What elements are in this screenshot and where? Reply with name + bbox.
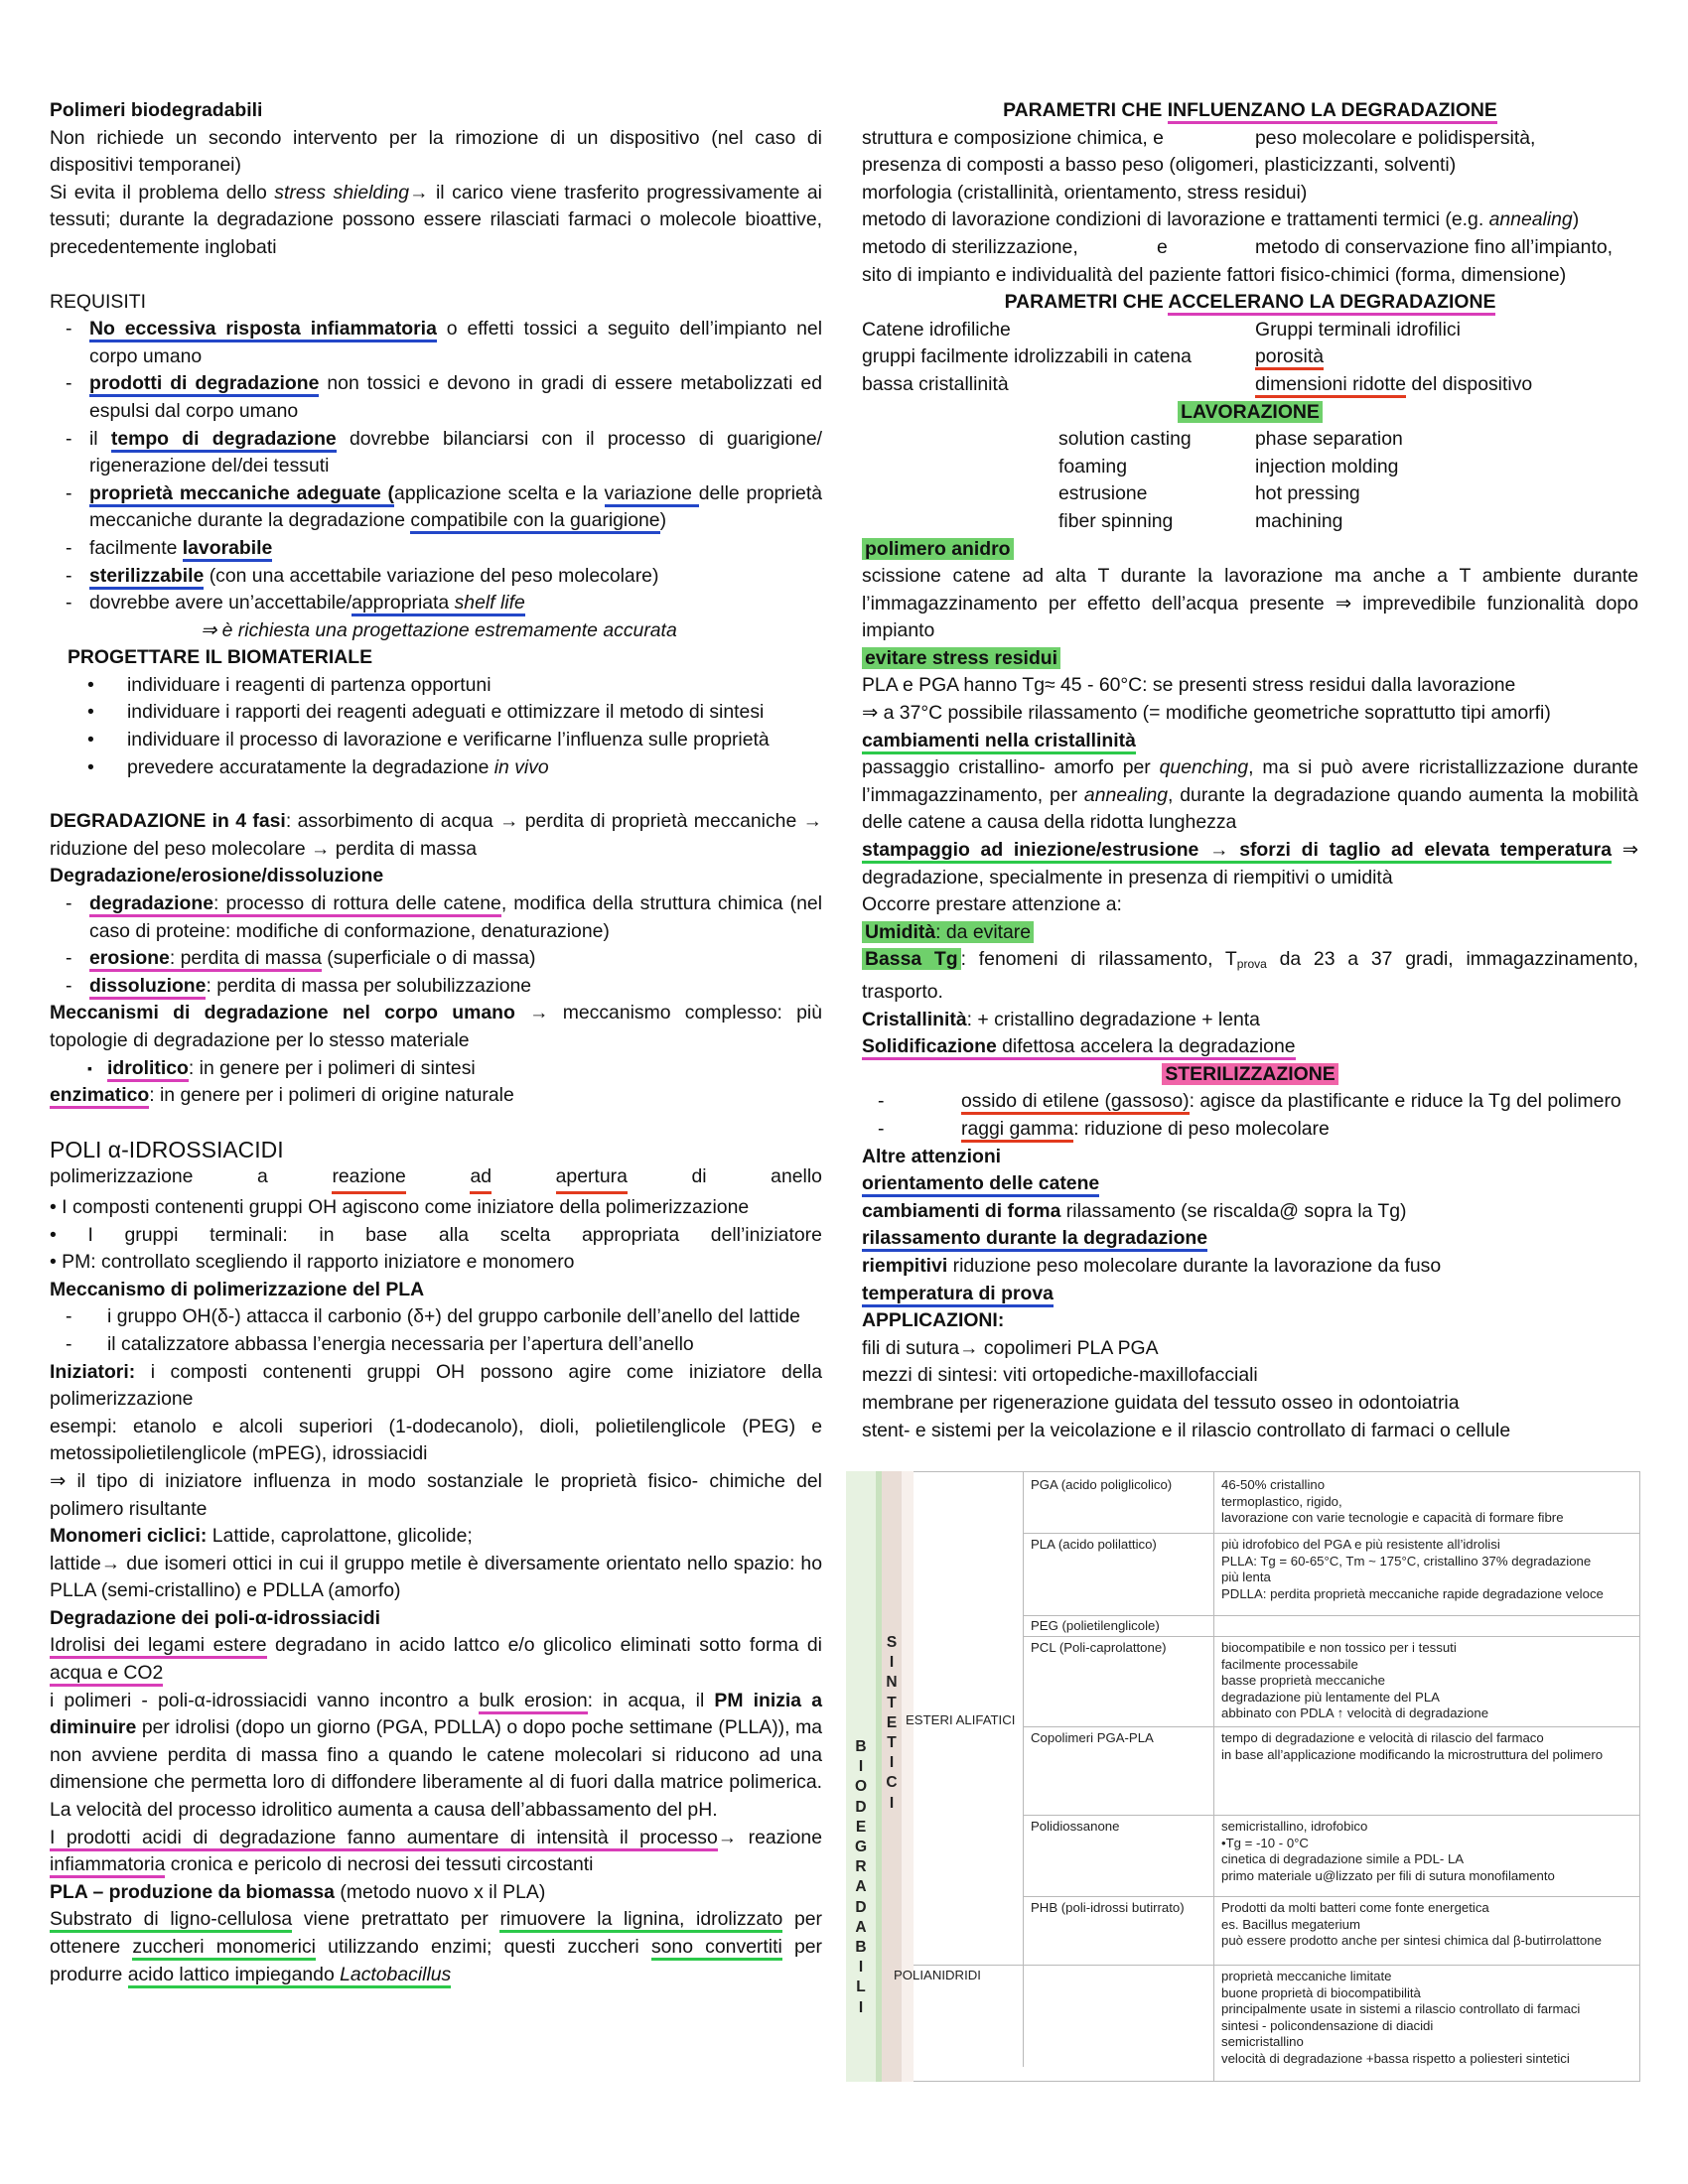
subheading: polimero anidro [862, 536, 1638, 564]
list-item: - dissoluzione: perdita di massa per solubilizzazione [50, 973, 822, 1001]
list-item: fili di sutura→ copolimeri PLA PGA [862, 1336, 1159, 1359]
paragraph: Meccanismi di degradazione nel corpo umano → meccanismo complesso: più topologie di degradazione per lo stesso materiale [50, 1002, 822, 1051]
section-title: LAVORAZIONE [862, 399, 1638, 427]
table-text-line: T [887, 1694, 897, 1711]
paragraph: Substrato di ligno-cellulosa viene pretrattato per rimuovere la lignina, idrolizzato per ottenere zuccheri monomerici utilizzando enzimi; questi zuccheri sono convertiti per produrre acido lattico impiegando Lactobacillus [50, 1906, 822, 1988]
table-text-line: I [889, 1794, 895, 1812]
table-cell-name: PHB (poli-idrossi butirrato) [1031, 1900, 1185, 1915]
paragraph: scissione catene ad alta T durante la lavorazione ma anche a T ambiente durante l’immagazzinamento per effetto dell’acqua presente ⇒ imprevedibile funzionalità dopo impianto [862, 565, 1638, 642]
table-text-line: R [855, 1858, 867, 1876]
list-item: - erosione: perdita di massa (superficiale o di massa) [50, 945, 822, 973]
table-text-line: •Tg = -10 - 0°C [1221, 1835, 1309, 1850]
paragraph: i polimeri - poli-α-idrossiacidi vanno incontro a bulk erosion: in acqua, il PM inizia a diminuire per idrolisi (dopo un giorno (PGA, PDLLA) o dopo poche settimane (PLLA)), ma non avviene perdita di massa fino a quando le catene molecolari si riducono ad una dimensione che permetta loro di diffondere liberamente al di fuori dalla matrice polimerica. La velocità del processo idrolitico aumenta a causa dell’abbassamento del pH. [50, 1689, 822, 1822]
table-text-line: es. Bacillus megaterium [1221, 1916, 1360, 1932]
list-item: - prodotti di degradazione non tossici e devono in gradi di essere metabolizzati ed espulsi dal corpo umano [50, 370, 822, 425]
paragraph: morfologia (cristallinità, orientamento, stress residui) [862, 181, 1308, 204]
subheading: cambiamenti nella cristallinità [862, 728, 1638, 755]
table-text-line: L [856, 1979, 866, 1996]
table-group-label: ESTERI ALIFATICI [906, 1712, 1016, 1727]
table-text-line: principalmente usate in sistemi a rilascio controllato di farmaci [1221, 2001, 1581, 2017]
table-text-line: G [854, 1839, 868, 1856]
pla-list [50, 1303, 822, 1358]
table-text-line: PDLLA: perdita proprietà meccaniche rapide degradazione veloce [1221, 1585, 1604, 1601]
table-text-line: abbinato con PDLA ↑ velocità di degradazione [1221, 1706, 1489, 1721]
list-item: stent- e sistemi per la veicolazione e il rilascio controllato di farmaci o cellule [862, 1419, 1511, 1441]
table-text-line: A [855, 1878, 867, 1896]
list-item: Catene idrofiliche Gruppi terminali idrofilici [862, 318, 1461, 341]
subheading: APPLICAZIONI: [862, 1309, 1005, 1332]
list-item: ▪ idrolitico: in genere per i polimeri di sintesi [50, 1055, 822, 1083]
paragraph: Solidificazione difettosa accelera la degradazione [862, 1033, 1638, 1061]
table-text-line: semicristallino [1221, 2034, 1304, 2050]
table-text-line: sintesi - policondensazione di diacidi [1221, 2017, 1434, 2033]
list-item: temperatura di prova [862, 1281, 1638, 1308]
table-text-line: degradazione più lentamente del PLA [1221, 1689, 1440, 1705]
table-cell-desc [1221, 1900, 1636, 1950]
list-item: - proprietà meccaniche adeguate (applicazione scelta e la variazione delle proprietà meccaniche durante la degradazione compatibile con la guarigione) [50, 480, 822, 535]
section-title: REQUISITI [50, 290, 146, 313]
table-text-line: N [886, 1674, 898, 1692]
table-text-line: B [855, 1939, 867, 1957]
paragraph: DEGRADAZIONE in 4 fasi: assorbimento di acqua → perdita di proprietà meccaniche → riduzione del peso molecolare → perdita di massa [50, 810, 823, 860]
section-title: PARAMETRI CHE INFLUENZANO LA DEGRADAZIONE [862, 97, 1638, 125]
table-text-line: T [887, 1734, 897, 1752]
list-item: fiber spinning machining [1058, 509, 1343, 532]
paragraph: Bassa Tg : fenomeni di rilassamento, $T_{prova}$ da 23 a 37 gradi, immagazzinamento, trasporto. [862, 948, 1638, 1003]
table-text-line: I [889, 1754, 895, 1772]
table-text-line: I [858, 1959, 864, 1977]
subheading: Degradazione dei poli-α-idrossiacidi [50, 1606, 381, 1629]
table-text-line: velocità di degradazione +bassa rispetto a poliesteri sintetici [1221, 2050, 1570, 2066]
table-text-line: I [858, 1998, 864, 2016]
section-title: PROGETTARE IL BIOMATERIALE [68, 646, 373, 669]
table-text-line: S [886, 1634, 898, 1651]
list-item: • prevedere accuratamente la degradazione in vivo [50, 754, 822, 782]
table-text-line: può essere prodotto anche per sintesi chimica dal β-butirrolattone [1221, 1933, 1602, 1949]
paragraph: sito di impianto e individualità del paziente fattori fisico-chimici (forma, dimensione) [862, 263, 1567, 286]
section-title: PARAMETRI CHE ACCELERANO LA DEGRADAZIONE [862, 289, 1638, 317]
list-item: - sterilizzabile (con una accettabile variazione del peso molecolare) [50, 563, 822, 591]
table-text-line: D [855, 1898, 867, 1916]
table-text-line: D [855, 1798, 867, 1816]
paragraph: PLA e PGA hanno Tg≈ 45 - 60°C: se presenti stress residui dalla lavorazione [862, 674, 1516, 697]
table-text-line: E [855, 1818, 867, 1836]
paragraph: PLA – produzione da biomassa (metodo nuovo x il PLA) [50, 1880, 546, 1903]
paragraph: • I gruppi terminali: in base alla scelta appropriata dell’iniziatore [50, 1223, 822, 1246]
paragraph: Cristallinità: + cristallino degradazione + lenta [862, 1008, 1260, 1030]
paragraph: • PM: controllato scegliendo il rapporto iniziatore e monomero [50, 1251, 575, 1274]
table-text-line: semicristallino, idrofobico [1221, 1819, 1368, 1834]
section-title: POLI α-IDROSSIACIDI [50, 1136, 284, 1162]
paragraph: Non richiede un secondo intervento per la rimozione di un dispositivo (nel caso di dispositivi temporanei) [50, 126, 822, 177]
biodegradabili-vertical-label [854, 1737, 868, 2018]
table-text-line: A [855, 1918, 867, 1936]
paragraph: • I composti contenenti gruppi OH agiscono come iniziatore della polimerizzazione [50, 1195, 750, 1218]
paragraph: presenza di composti a basso peso (oligomeri, plasticizzanti, solventi) [862, 154, 1457, 177]
table-cell-desc [1221, 1819, 1636, 1884]
list-item: mezzi di sintesi: viti ortopediche-maxillofacciali [862, 1364, 1258, 1387]
table-cell-desc [1221, 1640, 1636, 1722]
table-text-line: I [889, 1654, 895, 1672]
paragraph: stampaggio ad iniezione/estrusione → sforzi di taglio ad elevata temperatura ⇒ degradazione, specialmente in presenza di riempitivi o umidità [862, 839, 1638, 888]
table-text-line: cinetica di degradazione simile a PDL- LA [1221, 1851, 1465, 1867]
table-cell-desc [1221, 1537, 1636, 1602]
table-text-line: lavorazione con varie tecnologie e capacità di formare fibre [1221, 1510, 1564, 1526]
list-item: estrusione hot pressing [1058, 482, 1360, 505]
requirements-list [50, 316, 822, 617]
list-item: - il catalizzatore abbassa l’energia necessaria per l’apertura dell’anello [50, 1331, 822, 1359]
paragraph: enzimatico: in genere per i polimeri di origine naturale [50, 1082, 822, 1110]
subheading: Degradazione/erosione/dissoluzione [50, 865, 384, 887]
table-cell-desc [1221, 1730, 1636, 1763]
table-text-line: PLLA: Tg = 60-65°C, Tm ~ 175°C, cristallino 37% degradazione [1221, 1553, 1592, 1569]
paragraph: metodo di lavorazione condizioni di lavorazione e trattamenti termici (e.g. annealing) [862, 208, 1580, 231]
paragraph: ⇒ il tipo di iniziatore influenza in modo sostanziale le proprietà fisico- chimiche del polimero risultante [50, 1469, 822, 1520]
table-cell-name: PEG (polietilenglicole) [1031, 1618, 1160, 1633]
paragraph: lattide→ due isomeri ottici in cui il gruppo metile è diversamente orientato nello spazio: ho PLLA (semi-cristallino) e PDLLA (amorfo) [50, 1552, 822, 1602]
table-cell-name: Polidiossanone [1031, 1819, 1120, 1834]
list-item: solution casting phase separation [1058, 428, 1403, 451]
table-text-line: primo materiale u@lizzato per fili di sutura monofilamento [1221, 1867, 1555, 1883]
degradation-list [50, 890, 822, 1000]
list-item: - i gruppo OH(δ-) attacca il carbonio (δ+) del gruppo carbonile dell’anello del lattide [50, 1303, 822, 1331]
table-text-line: B [855, 1738, 867, 1755]
paragraph: Idrolisi dei legami estere degradano in acido lattco e/o glicolico eliminati sotto forma di acqua e CO2 [50, 1632, 822, 1687]
table-text-line: proprietà meccaniche limitate [1221, 1969, 1392, 1983]
paragraph: Monomeri ciclici: Lattide, caprolattone, glicolide; [50, 1525, 473, 1548]
table-text-line: E [886, 1713, 898, 1731]
table-text-line: O [854, 1778, 868, 1796]
paragraph: Occorre prestare attenzione a: [862, 893, 1122, 916]
list-item: - dovrebbe avere un’accettabile/appropriata shelf life [50, 590, 822, 617]
paragraph: Umidità: da evitare [862, 919, 1638, 947]
left-column [50, 97, 822, 1988]
paragraph: ⇒ a 37°C possibile rilassamento (= modifiche geometriche soprattutto tipi amorfi) [862, 702, 1551, 725]
table-text-line: I [858, 1758, 864, 1776]
list-item: - il tempo di degradazione dovrebbe bilanciarsi con il processo di guarigione/ rigenerazione del/dei tessuti [50, 426, 822, 480]
paragraph: Si evita il problema dello stress shielding→ il carico viene trasferito progressivamente ai tessuti; durante la degradazione possono essere rilasciati farmaci o molecole bioattive, precedentemente inglobati [50, 181, 822, 258]
list-item: riempitivi riduzione peso molecolare durante la lavorazione da fuso [862, 1254, 1442, 1277]
note: ⇒ è richiesta una progettazione estremamente accurata [201, 618, 677, 641]
sterilization-list [862, 1088, 1638, 1143]
table-text-line: in base all’applicazione modificando la microstruttura del polimero [1221, 1746, 1604, 1762]
paragraph: passaggio cristallino- amorfo per quenching, ma si può avere ricristallizzazione durante l’immagazzinamento, per annealing, durante la degradazione quando aumenta la mobilità delle catene a causa della ridotta lunghezza [862, 756, 1638, 834]
list-item: membrane per rigenerazione guidata del tessuto osseo in odontoiatria [862, 1391, 1460, 1414]
table-text-line: più idrofobico del PGA e più resistente all’idrolisi [1221, 1537, 1500, 1552]
biodegradable-polymers-table [846, 1471, 1640, 2082]
list-item: • individuare il processo di lavorazione e verificarne l’influenza sulle proprietà [50, 727, 822, 754]
design-list [50, 672, 822, 781]
subheading: evitare stress residui [862, 645, 1638, 673]
section-title: STERILIZZAZIONE [862, 1061, 1638, 1089]
table-text-line: termoplastico, rigido, [1221, 1493, 1342, 1509]
table-cell-desc [1221, 1969, 1636, 2068]
list-item: - ossido di etilene (gassoso): agisce da plastificante e riduce la Tg del polimero [862, 1088, 1638, 1116]
list-item: cambiamenti di forma rilassamento (se riscalda@ sopra la Tg) [862, 1199, 1407, 1222]
table-text-line: tempo di degradazione e velocità di rilascio del farmaco [1221, 1730, 1544, 1745]
paragraph: polimerizzazione a reazione ad apertura di anello [50, 1163, 822, 1194]
list-item: - No eccessiva risposta infiammatoria o effetti tossici a seguito dell’impianto nel corpo umano [50, 316, 822, 370]
table-group-label: POLIANIDRIDI [894, 1968, 981, 1982]
table-cell-desc [1221, 1477, 1636, 1527]
list-item: gruppi facilmente idrolizzabili in catena porosità [862, 343, 1638, 371]
table-text-line: buone proprietà di biocompatibilità [1221, 1984, 1421, 2000]
list-item: • individuare i reagenti di partenza opportuni [50, 672, 822, 700]
paragraph: esempi: etanolo e alcoli superiori (1-dodecanolo), dioli, polietilenglicole (PEG) e metossipolietilenglicole (mPEG), idrossiacidi [50, 1415, 822, 1465]
table-cell-name: PCL (Poli-caprolattone) [1031, 1640, 1167, 1655]
table-text-line: basse proprietà meccaniche [1221, 1673, 1385, 1689]
paragraph: struttura e composizione chimica, e peso molecolare e polidispersità, [862, 126, 1536, 149]
mechanism-list [50, 1055, 822, 1083]
subheading: Meccanismo di polimerizzazione del PLA [50, 1278, 425, 1300]
table-text-line: C [886, 1774, 898, 1792]
table-cell-name: PGA (acido poliglicolico) [1031, 1477, 1173, 1492]
list-item: rilassamento durante la degradazione [862, 1225, 1638, 1253]
table-cell-name: Copolimeri PGA-PLA [1031, 1730, 1154, 1745]
subheading: Altre attenzioni [862, 1145, 1002, 1167]
table-text-line: Prodotti da molti batteri come fonte energetica [1221, 1900, 1489, 1915]
sintetici-vertical-label [884, 1633, 900, 1814]
paragraph: I prodotti acidi di degradazione fanno aumentare di intensità il processo→ reazione infiammatoria cronica e pericolo di necrosi dei tessuti circostanti [50, 1825, 822, 1879]
table-text-line: più lenta [1221, 1570, 1271, 1585]
section-title: Polimeri biodegradabili [50, 99, 263, 121]
right-column [862, 97, 1638, 1444]
table-text-line: facilmente processabile [1221, 1656, 1358, 1672]
list-item: foaming injection molding [1058, 455, 1399, 478]
list-item: - raggi gamma: riduzione di peso molecolare [862, 1116, 1638, 1144]
list-item: bassa cristallinità dimensioni ridotte del dispositivo [862, 371, 1638, 399]
paragraph: Iniziatori: i composti contenenti gruppi OH possono agire come iniziatore della polimerizzazione [50, 1360, 822, 1411]
table-cell-name: PLA (acido polilattico) [1031, 1537, 1157, 1552]
list-item: - degradazione: processo di rottura delle catene, modifica della struttura chimica (nel caso di proteine: modifiche di conformazione, denaturazione) [50, 890, 822, 945]
list-item: - facilmente lavorabile [50, 535, 822, 563]
list-item: orientamento delle catene [862, 1170, 1638, 1198]
paragraph: metodo di sterilizzazione, e metodo di conservazione fino all’impianto, [862, 235, 1614, 258]
table-text-line: biocompatibile e non tossico per i tessuti [1221, 1640, 1457, 1655]
table-text-line: 46-50% cristallino [1221, 1477, 1326, 1492]
list-item: • individuare i rapporti dei reagenti adeguati e ottimizzare il metodo di sintesi [50, 699, 822, 727]
